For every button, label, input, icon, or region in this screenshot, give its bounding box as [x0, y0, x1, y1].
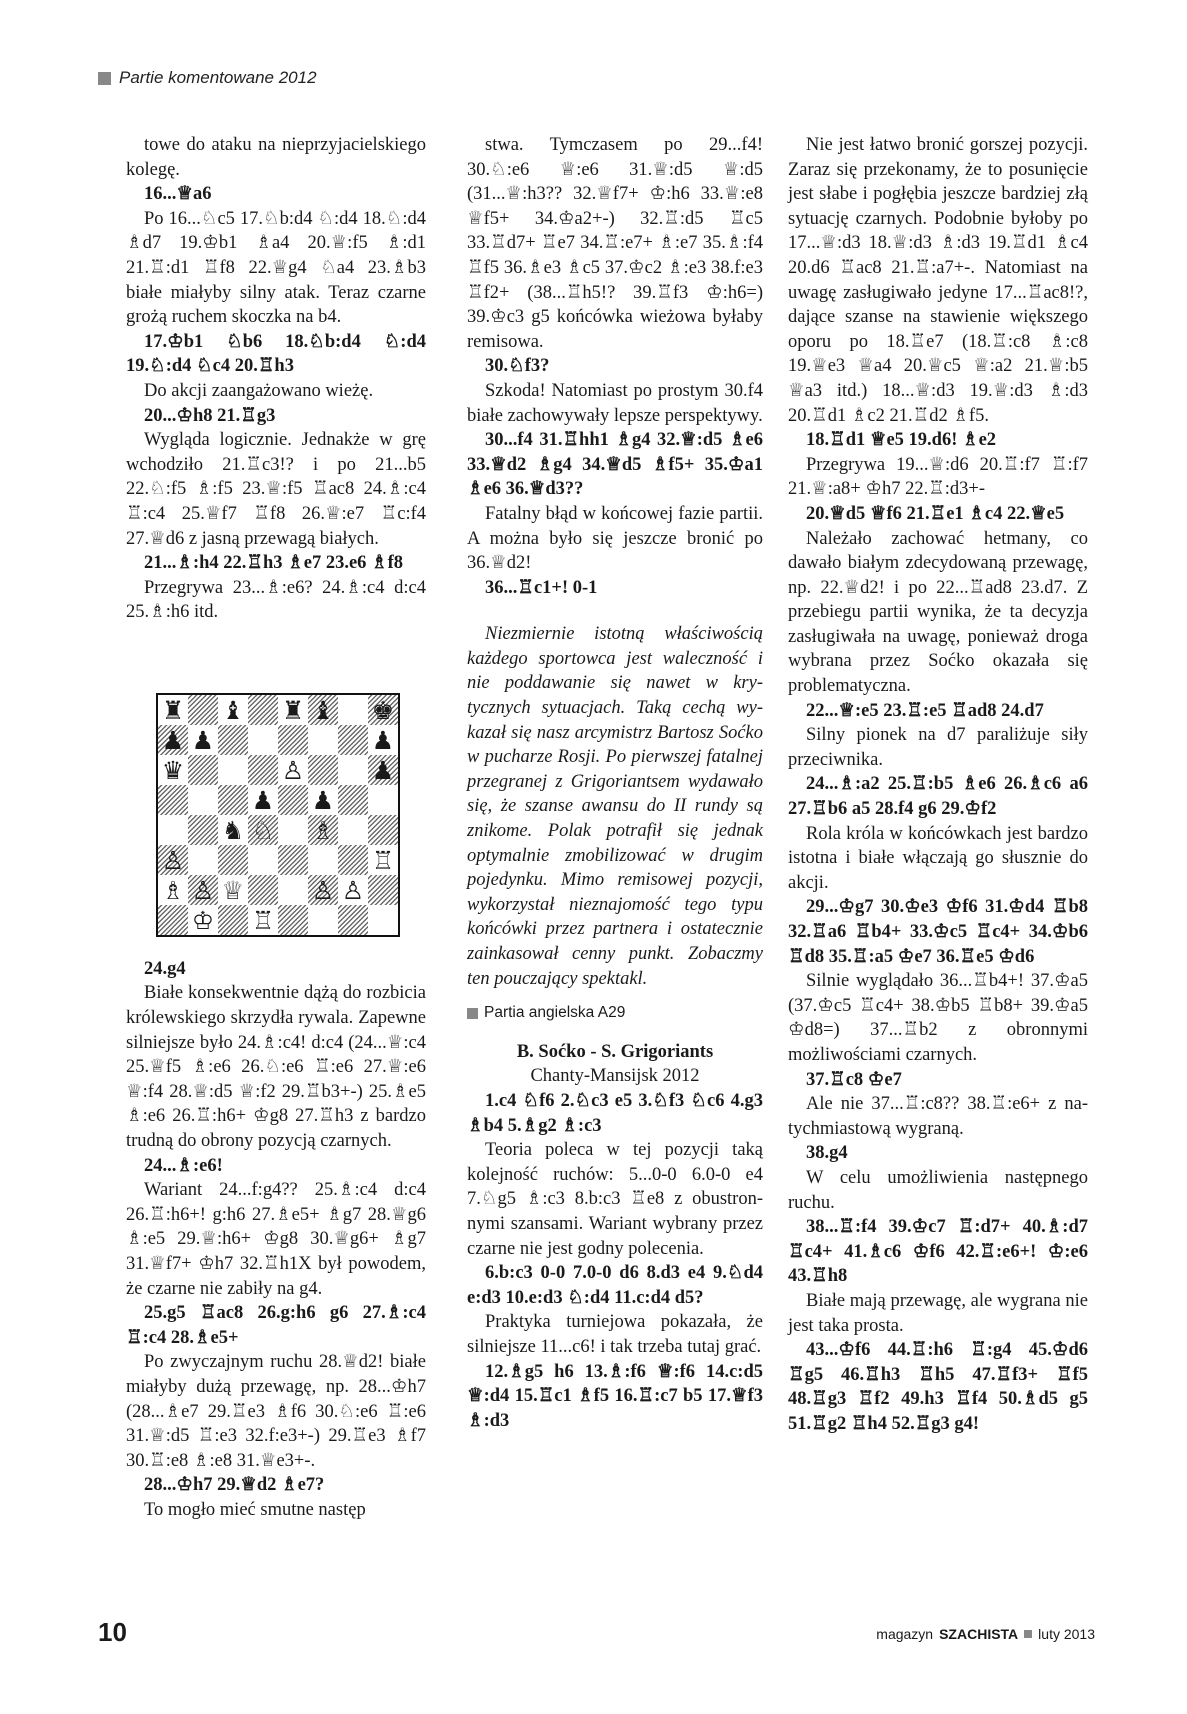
commentary-paragraph: towe do ataku na nieprzyjacielskiego kolegę. — [126, 135, 426, 180]
board-square — [158, 905, 188, 935]
board-square — [278, 785, 308, 815]
footer-brand: SZACHISTA — [939, 1626, 1019, 1642]
commentary-paragraph: Wygląda logicznie. Jednakże w grę wchodziło 21.♖c3!? i po 21...b5 22.♘:f5 ♗:f5 23.♕:f5 ♖ac8 24.♗:c4 ♖:c4 25.♕f7 ♖f8 26.♕:e7 ♖c:f4 27.♕d6 z jasną przewagą białych. — [126, 430, 426, 549]
move-line: 38...♖:f4 39.♔c7 ♖:d7+ 40.♗:d7 ♖c4+ 41.♗c6 ♔f6 42.♖:e6+! ♔:e6 43.♖h8 — [788, 1217, 1088, 1287]
commentary-paragraph: Przegrywa 23...♗:e6? 24.♗:c4 d:c4 25.♗:h6 itd. — [126, 577, 426, 623]
move-line: 29...♔g7 30.♔e3 ♔f6 31.♔d4 ♖b8 32.♖a6 ♖b4+ 33.♔c5 ♖c4+ 34.♔b6 ♖d8 35.♖:a5 ♔e7 36.♖e5 ♔d6 — [788, 897, 1088, 967]
commentary-paragraph: Silnie wyglądało 36...♖b4+! 37.♔a5 (37.♔c5 ♖c4+ 38.♔b5 ♖b8+ 39.♔a5 ♔d8=) 37...♖b2 z obronnymi możliwościami czarnych. — [788, 971, 1088, 1065]
commentary-paragraph: W celu umożliwienia następnego ruchu. — [788, 1167, 1088, 1213]
chess-piece: ♙ — [311, 875, 335, 905]
board-square — [188, 905, 218, 935]
board-square — [188, 785, 218, 815]
move-line: 28...♔h7 29.♕d2 ♗e7? — [144, 1475, 325, 1496]
move-line: 37.♖c8 ♔e7 — [806, 1069, 902, 1090]
chess-piece: ♟ — [371, 755, 395, 785]
move-line: 1.c4 ♘f6 2.♘c3 e5 3.♘f3 ♘c6 4.g3 ♗b4 5.♗g2 ♗:c3 — [467, 1090, 763, 1136]
board-square — [278, 905, 308, 935]
commentary-paragraph: Fatalny błąd w końcowej fazie partii. A można było się jeszcze bronić po 36.♕d2! — [467, 503, 763, 574]
move-line: 38.g4 — [806, 1143, 848, 1164]
chess-piece: ♚ — [371, 695, 395, 725]
board-square — [248, 755, 278, 785]
chess-piece: ♙ — [281, 755, 305, 785]
board-square — [188, 725, 218, 755]
commentary-paragraph: Praktyka turniejowa pokazała, że silniejsze 11...c6! i tak trzeba tutaj grać. — [467, 1312, 763, 1357]
move-line: 22...♕:e5 23.♖:e5 ♖ad8 24.d7 — [806, 700, 1044, 721]
board-square — [218, 785, 248, 815]
chess-piece: ♖ — [371, 845, 395, 875]
board-square — [308, 785, 338, 815]
game-location: Chanty-Mansijsk 2012 — [530, 1066, 700, 1087]
commentary-paragraph: stwa. Tymczasem po 29...f4! 30.♘:e6 ♕:e6 31.♕:d5 ♕:d5 (31...♕:h3?? 32.♕f7+ ♔:h6 33.♕:e8 ♕f5+ 34.♔a2+-) 32.♖:d5 ♖c5 33.♖d7+ ♖e7 34.♖:e7+ ♗:e7 35.♗:f4 ♖f5 36.♗e3 ♗c5 37.♔c2 ♗:e3 38.f:e3 ♖f2+ (38...♖h5!? 39.♖f3 ♔:h6=) 39.♔c3 g5 końcówka wieżowa byłaby remisowa. — [467, 135, 763, 352]
board-square — [248, 815, 278, 845]
move-line: 24...♗:a2 25.♖:b5 ♗e6 26.♗c6 a6 27.♖b6 a5 28.f4 g6 29.♔f2 — [788, 774, 1088, 820]
move-line: 36...♖c1+! 0-1 — [485, 577, 598, 598]
move-line: 18.♖d1 ♕e5 19.d6! ♗e2 — [806, 430, 997, 451]
board-square — [278, 725, 308, 755]
chess-piece: ♘ — [251, 815, 275, 845]
chess-piece: ♙ — [341, 875, 365, 905]
commentary-paragraph: Białe mają przewagę, ale wygrana nie jest taka prosta. — [788, 1290, 1088, 1336]
board-square — [158, 815, 188, 845]
commentary-paragraph: Teoria poleca w tej pozycji taką kolejność ruchów: 5...0-0 6.0-0 e4 7.♘g5 ♗:c3 8.b:c3 ♖e8 z obustronnymi szansami. Wariant wybrany przez czarne nie jest godny polecenia. — [467, 1140, 763, 1259]
page-number: 10 — [98, 1617, 127, 1647]
board-square — [368, 695, 398, 725]
board-square — [338, 695, 368, 725]
board-square — [338, 905, 368, 935]
footer-mag: magazyn — [876, 1626, 934, 1642]
board-square — [188, 695, 218, 725]
board-square — [218, 695, 248, 725]
commentary-paragraph: Do akcji zaangażowano wieżę. — [144, 380, 374, 401]
chess-piece: ♖ — [251, 905, 275, 935]
board-square — [158, 695, 188, 725]
move-line: 30.♘f3? — [485, 356, 550, 377]
board-square — [368, 785, 398, 815]
commentary-paragraph: Szkoda! Natomiast po prostym 30.f4 białe zachowywały lepsze perspektywy. — [467, 380, 763, 426]
chess-piece: ♝ — [221, 695, 245, 725]
board-square — [308, 815, 338, 845]
move-line: 21...♗:h4 22.♖h3 ♗e7 23.e6 ♗f8 — [144, 553, 404, 574]
section-label-text: Partia angielska A29 — [484, 1004, 626, 1022]
chess-piece: ♕ — [221, 875, 245, 905]
commentary-paragraph: Wariant 24...f:g4?? 25.♗:c4 d:c4 26.♖:h6+! g:h6 27.♗e5+ ♗g7 28.♕g6 ♗:e5 29.♕:h6+ ♔g8 30.♕g6+ ♗g7 31.♕f7+ ♔h7 32.♖h1X był powodem, że czarne nie zabiły na g4. — [126, 1180, 426, 1299]
header-square-icon — [98, 72, 111, 85]
board-square — [338, 785, 368, 815]
board-square — [368, 875, 398, 905]
commentary-paragraph: Ale nie 37...♖:c8?? 38.♖:e6+ z natychmiastową wygraną. — [788, 1094, 1088, 1139]
paragraph-gap — [467, 600, 763, 622]
board-square — [158, 875, 188, 905]
chess-piece: ♙ — [191, 875, 215, 905]
move-line: 24...♗:e6! — [144, 1155, 223, 1176]
board-square — [278, 695, 308, 725]
move-line: 17.♔b1 ♘b6 18.♘b:d4 ♘:d4 19.♘:d4 ♘c4 20.♖h3 — [126, 331, 426, 377]
board-square — [188, 815, 218, 845]
board-square — [368, 845, 398, 875]
chess-piece: ♗ — [161, 875, 185, 905]
commentary-paragraph: Silny pionek na d7 paraliżuje siły przeciwnika. — [788, 725, 1088, 770]
board-square — [278, 755, 308, 785]
move-line: 43...♔f6 44.♖:h6 ♖:g4 45.♔d6 ♖g5 46.♖h3 ♖h5 47.♖f3+ ♖f5 48.♖g3 ♖f2 49.h3 ♖f4 50.♗d5 g5 51.♖g2 ♖h4 52.♖g3 g4! — [788, 1340, 1088, 1434]
header-title: Partie komentowane 2012 — [119, 68, 317, 87]
chess-piece: ♟ — [161, 725, 185, 755]
board-square — [308, 905, 338, 935]
intro-paragraph: Niezmiernie istotną właściwością każdego sportowca jest waleczność i nie poddawanie się nawet w krytycznych sytuacjach. Taką cechą wykazał się nasz arcymistrz Bartosz Soćko w pucharze Rosji. Po pierwszej fatalnej przegranej z Grigoriantsem wydawało się, że szanse awansu do II rundy są znikome. Polak potrafił się jednak optymalnie zmobilizować w drugim pojedynku. Mimo remisowej pozycji, wykorzystał nieznajomość tego typu końcówki przez partnera i ostatecznie zainkasował cenny punkt. Zobaczmy ten pouczający spektakl. — [467, 624, 763, 989]
move-line: 24.g4 — [144, 958, 186, 979]
board-square — [248, 725, 278, 755]
chess-piece: ♔ — [191, 905, 215, 935]
chess-piece: ♙ — [161, 845, 185, 875]
board-square — [308, 845, 338, 875]
commentary-paragraph: Przegrywa 19...♕:d6 20.♖:f7 ♖:f7 21.♕:a8+ ♔h7 22.♖:d3+- — [788, 454, 1088, 500]
chess-piece: ♝ — [311, 695, 335, 725]
board-square — [218, 875, 248, 905]
move-line: 16...♕a6 — [144, 184, 212, 205]
board-square — [218, 845, 248, 875]
board-square — [308, 725, 338, 755]
board-square — [308, 875, 338, 905]
board-square — [368, 755, 398, 785]
board-square — [308, 755, 338, 785]
board-square — [278, 875, 308, 905]
chess-piece: ♜ — [281, 695, 305, 725]
board-square — [188, 875, 218, 905]
board-square — [338, 755, 368, 785]
chess-piece: ♟ — [371, 725, 395, 755]
chess-piece: ♜ — [161, 695, 185, 725]
column-3 — [788, 133, 1088, 1436]
board-square — [158, 845, 188, 875]
board-square — [248, 785, 278, 815]
move-line: 25.g5 ♖ac8 26.g:h6 g6 27.♗:c4 ♖:c4 28.♗e5+ — [126, 1303, 426, 1348]
board-square — [368, 815, 398, 845]
board-square — [248, 905, 278, 935]
board-square — [368, 725, 398, 755]
board-square — [338, 845, 368, 875]
board-square — [338, 815, 368, 845]
commentary-paragraph: Nie jest łatwo bronić gorszej pozycji. Zaraz się przekonamy, że to posunięcie jest słabe i pogłębia jeszcze bardziej złą sytuację czarnych. Podobnie byłoby po 17...♕:d3 18.♕:d3 ♗:d3 19.♖d1 ♗c4 20.d6 ♖ac8 21.♖:a7+-. Natomiast na uwagę zasługiwało jedyne 17...♖ac8!?, dające szanse na stawienie większego oporu po 18.♖e7 (18.♖:c8 ♗:c8 19.♕e3 ♕a4 20.♕c5 ♕:a2 21.♕:b5 ♕a3 itd.) 18...♕:d3 19.♕:d3 ♗:d3 20.♖d1 ♗c2 21.♖d2 ♗f5. — [788, 135, 1088, 426]
commentary-paragraph: Rola króla w końcówkach jest bardzo istotna i białe włączają go słusznie do akcji. — [788, 823, 1088, 893]
footer-magazine — [876, 1626, 1095, 1642]
board-square — [278, 815, 308, 845]
chess-piece: ♛ — [161, 755, 185, 785]
board-square — [248, 845, 278, 875]
chess-piece: ♟ — [251, 785, 275, 815]
commentary-paragraph: Po 16...♘c5 17.♘b:d4 ♘:d4 18.♘:d4 ♗d7 19.♔b1 ♗a4 20.♕:f5 ♗:d1 21.♖:d1 ♖f8 22.♕g4 ♘a4 23.♗b3 białe miałyby silny atak. Teraz czarne grożą ruchem skoczka na b4. — [126, 208, 426, 328]
footer-square-icon — [1024, 1630, 1032, 1638]
running-header — [98, 68, 317, 88]
board-square — [158, 755, 188, 785]
footer-date: luty 2013 — [1038, 1626, 1095, 1642]
chess-piece: ♟ — [311, 785, 335, 815]
chess-piece: ♞ — [221, 815, 245, 845]
board-square — [368, 905, 398, 935]
commentary-paragraph: Białe konsekwentnie dążą do rozbicia królewskiego skrzydła rywala. Zapewne silniejsze było 24.♗:c4! d:c4 (24...♕:c4 25.♕f5 ♗:e6 26.♘:e6 ♖:e6 27.♕:e6 ♕:f4 28.♕:d5 ♕:f2 29.♖b3+-) 25.♗e5 ♗:e6 26.♖:h6+ ♔g8 27.♖h3 z bardzo trudną do obrony pozycją czarnych. — [126, 983, 426, 1152]
chess-piece: ♗ — [311, 815, 335, 845]
move-line: 12.♗g5 h6 13.♗:f6 ♕:f6 14.c:d5 ♕:d4 15.♖c1 ♗f5 16.♖:c7 b5 17.♕f3 ♗:d3 — [467, 1361, 763, 1431]
board-square — [248, 875, 278, 905]
board-square — [338, 875, 368, 905]
board-square — [188, 755, 218, 785]
board-square — [218, 755, 248, 785]
move-line: 20...♔h8 21.♖g3 — [144, 405, 276, 426]
board-square — [248, 695, 278, 725]
board-square — [218, 815, 248, 845]
chess-diagram — [156, 693, 400, 937]
board-square — [218, 905, 248, 935]
section-square-icon — [467, 1008, 478, 1019]
commentary-paragraph: To mogło mieć smutne następ — [144, 1499, 366, 1520]
board-square — [338, 725, 368, 755]
move-line: 30...f4 31.♖hh1 ♗g4 32.♕:d5 ♗e6 33.♕d2 ♗g4 34.♕d5 ♗f5+ 35.♔a1 ♗e6 36.♕d3?? — [467, 430, 763, 500]
commentary-paragraph: Po zwyczajnym ruchu 28.♕d2! białe miałyby dużą przewagę, np. 28...♔h7 (28...♗e7 29.♖e3 ♗f6 30.♘:e6 ♖:e6 31.♕:d5 ♖:e3 32.f:e3+-) 29.♖e3 ♗f7 30.♖:e8 ♗:e8 31.♕e3+-. — [126, 1352, 426, 1471]
move-line: 20.♕d5 ♕f6 21.♖e1 ♗c4 22.♕e5 — [806, 503, 1065, 524]
game-players: B. Soćko - S. Grigoriants — [516, 1041, 714, 1062]
board-square — [308, 695, 338, 725]
move-line: 6.b:c3 0-0 7.0-0 d6 8.d3 e4 9.♘d4 e:d3 10.e:d3 ♘:d4 11.c:d4 d5? — [467, 1263, 763, 1308]
section-label — [467, 1001, 763, 1026]
board-square — [188, 845, 218, 875]
board-square — [158, 785, 188, 815]
board-square — [218, 725, 248, 755]
chess-piece: ♟ — [191, 725, 215, 755]
board-square — [158, 725, 188, 755]
commentary-paragraph: Należało zachować hetmany, co dawało białym zdecydowaną przewagę, np. 22.♕d2! i po 22...♖ad8 23.d7. Z przebiegu partii wynika, że ta decyzja zasługiwała na uwagę, ponieważ droga wybrana przez Soćko okazała się problematyczna. — [788, 528, 1088, 697]
board-square — [278, 845, 308, 875]
column-2 — [467, 133, 763, 1433]
